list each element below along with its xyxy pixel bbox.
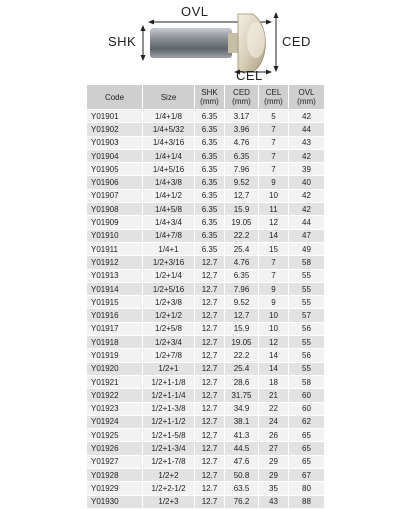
cell-ced: 7.96 [225, 282, 259, 295]
cell-cel: 18 [259, 375, 289, 388]
cell-shk: 6.35 [195, 163, 225, 176]
table-row [87, 216, 325, 229]
cell-code: Y01904 [87, 149, 143, 162]
cell-size: 1/4+1/2 [143, 189, 195, 202]
cell-code: Y01928 [87, 469, 143, 482]
table-row [87, 163, 325, 176]
shk-arrow-top [141, 25, 146, 31]
header-cel-title: CEL [265, 88, 282, 97]
cell-ovl: 39 [289, 163, 325, 176]
cell-shk: 12.7 [195, 429, 225, 442]
table-row [87, 269, 325, 282]
cell-cel: 27 [259, 442, 289, 455]
table-row [87, 176, 325, 189]
table-row [87, 189, 325, 202]
cell-size: 1/2+3 [143, 495, 195, 508]
table-row [87, 123, 325, 136]
ovl-label: OVL [181, 4, 209, 19]
cell-ced: 63.5 [225, 482, 259, 495]
cell-cel: 10 [259, 309, 289, 322]
cell-size: 1/4+7/8 [143, 229, 195, 242]
cell-code: Y01910 [87, 229, 143, 242]
table-row [87, 336, 325, 349]
bit-cutter-highlight [247, 22, 265, 58]
cell-shk: 6.35 [195, 110, 225, 123]
spec-table [86, 84, 325, 509]
cell-ced: 3.96 [225, 123, 259, 136]
cell-size: 1/2+1-3/8 [143, 402, 195, 415]
router-bit-diagram [0, 0, 407, 84]
bit-shank [150, 28, 232, 58]
table-row [87, 149, 325, 162]
cell-shk: 12.7 [195, 495, 225, 508]
header-code [87, 85, 143, 110]
cell-ovl: 60 [289, 389, 325, 402]
cell-cel: 7 [259, 269, 289, 282]
cell-code: Y01922 [87, 389, 143, 402]
cell-size: 1/2+1-1/4 [143, 389, 195, 402]
cell-cel: 9 [259, 176, 289, 189]
cel-label: CEL [236, 68, 263, 83]
cell-ovl: 49 [289, 242, 325, 255]
cell-ced: 6.35 [225, 269, 259, 282]
cell-shk: 12.7 [195, 482, 225, 495]
table-row [87, 296, 325, 309]
cell-size: 1/4+1/4 [143, 149, 195, 162]
cell-shk: 6.35 [195, 189, 225, 202]
spec-table-body [87, 110, 325, 509]
cell-ovl: 44 [289, 216, 325, 229]
cell-code: Y01914 [87, 282, 143, 295]
cell-code: Y01912 [87, 256, 143, 269]
cell-ced: 7.96 [225, 163, 259, 176]
cell-code: Y01920 [87, 362, 143, 375]
table-row [87, 203, 325, 216]
cell-ovl: 56 [289, 322, 325, 335]
cell-ovl: 65 [289, 429, 325, 442]
cell-ced: 22.2 [225, 349, 259, 362]
cell-code: Y01917 [87, 322, 143, 335]
cell-ovl: 65 [289, 455, 325, 468]
cell-size: 1/4+1 [143, 242, 195, 255]
cell-code: Y01916 [87, 309, 143, 322]
cell-cel: 7 [259, 256, 289, 269]
header-ovl-title: OVL [298, 88, 315, 97]
cell-ovl: 62 [289, 415, 325, 428]
cell-cel: 29 [259, 469, 289, 482]
cel-arrow-right [266, 70, 272, 75]
header-row [87, 85, 325, 110]
cell-size: 1/2+1/2 [143, 309, 195, 322]
cell-ced: 41.3 [225, 429, 259, 442]
cell-ced: 47.6 [225, 455, 259, 468]
cell-size: 1/2+1 [143, 362, 195, 375]
cell-cel: 7 [259, 149, 289, 162]
header-cel-unit: (mm) [264, 97, 283, 106]
cell-ced: 44.5 [225, 442, 259, 455]
cell-code: Y01918 [87, 336, 143, 349]
cell-cel: 43 [259, 495, 289, 508]
cell-code: Y01926 [87, 442, 143, 455]
cell-ovl: 42 [289, 189, 325, 202]
cell-code: Y01901 [87, 110, 143, 123]
cell-ovl: 44 [289, 123, 325, 136]
cell-shk: 12.7 [195, 336, 225, 349]
cell-ovl: 55 [289, 282, 325, 295]
cell-ovl: 42 [289, 203, 325, 216]
cell-code: Y01930 [87, 495, 143, 508]
header-size-title: Size [160, 92, 177, 102]
cell-cel: 14 [259, 349, 289, 362]
cell-code: Y01925 [87, 429, 143, 442]
cell-shk: 12.7 [195, 362, 225, 375]
cell-code: Y01907 [87, 189, 143, 202]
cell-cel: 5 [259, 110, 289, 123]
cell-ovl: 55 [289, 296, 325, 309]
cell-shk: 6.35 [195, 123, 225, 136]
cell-ovl: 42 [289, 110, 325, 123]
cell-shk: 12.7 [195, 256, 225, 269]
table-row [87, 309, 325, 322]
cell-ced: 12.7 [225, 309, 259, 322]
table-row [87, 322, 325, 335]
table-row [87, 482, 325, 495]
cell-size: 1/2+1-3/4 [143, 442, 195, 455]
cell-code: Y01902 [87, 123, 143, 136]
cell-code: Y01929 [87, 482, 143, 495]
cell-size: 1/2+1/4 [143, 269, 195, 282]
header-code-title: Code [104, 92, 125, 102]
cell-code: Y01913 [87, 269, 143, 282]
cell-ced: 38.1 [225, 415, 259, 428]
header-ovl [289, 85, 325, 110]
cell-cel: 12 [259, 216, 289, 229]
cell-cel: 14 [259, 229, 289, 242]
cell-ced: 25.4 [225, 362, 259, 375]
ovl-arrow-right [266, 20, 272, 25]
cell-ovl: 67 [289, 469, 325, 482]
cell-size: 1/4+5/8 [143, 203, 195, 216]
table-row [87, 442, 325, 455]
cell-code: Y01906 [87, 176, 143, 189]
cell-ovl: 57 [289, 309, 325, 322]
cell-ovl: 55 [289, 362, 325, 375]
cell-ced: 50.8 [225, 469, 259, 482]
table-row [87, 110, 325, 123]
cell-cel: 7 [259, 136, 289, 149]
cell-shk: 12.7 [195, 296, 225, 309]
cell-cel: 29 [259, 455, 289, 468]
cell-cel: 7 [259, 123, 289, 136]
table-row [87, 229, 325, 242]
cell-ced: 19.05 [225, 336, 259, 349]
ced-label: CED [282, 34, 311, 49]
cell-code: Y01921 [87, 375, 143, 388]
cell-cel: 35 [259, 482, 289, 495]
header-shk-unit: (mm) [200, 97, 219, 106]
cell-size: 1/2+1-7/8 [143, 455, 195, 468]
table-row [87, 402, 325, 415]
cell-cel: 15 [259, 242, 289, 255]
cell-cel: 22 [259, 402, 289, 415]
cell-ovl: 47 [289, 229, 325, 242]
cell-code: Y01919 [87, 349, 143, 362]
cell-code: Y01927 [87, 455, 143, 468]
cell-ced: 4.76 [225, 136, 259, 149]
cell-cel: 10 [259, 189, 289, 202]
header-ovl-unit: (mm) [297, 97, 316, 106]
cell-shk: 12.7 [195, 402, 225, 415]
table-row [87, 455, 325, 468]
table-row [87, 256, 325, 269]
cell-ovl: 55 [289, 269, 325, 282]
cell-size: 1/2+1-5/8 [143, 429, 195, 442]
cell-size: 1/4+3/16 [143, 136, 195, 149]
cell-ovl: 55 [289, 336, 325, 349]
cell-size: 1/2+5/16 [143, 282, 195, 295]
cell-cel: 9 [259, 296, 289, 309]
cell-ovl: 58 [289, 256, 325, 269]
cell-size: 1/2+3/8 [143, 296, 195, 309]
cell-size: 1/2+1-1/2 [143, 415, 195, 428]
cell-ovl: 40 [289, 176, 325, 189]
cell-ovl: 65 [289, 442, 325, 455]
ovl-arrow-left [148, 20, 154, 25]
cell-ovl: 88 [289, 495, 325, 508]
cell-shk: 6.35 [195, 203, 225, 216]
cell-code: Y01905 [87, 163, 143, 176]
cell-size: 1/2+7/8 [143, 349, 195, 362]
table-row [87, 362, 325, 375]
table-row [87, 415, 325, 428]
cell-shk: 6.35 [195, 229, 225, 242]
cell-cel: 12 [259, 336, 289, 349]
table-row [87, 429, 325, 442]
cell-size: 1/4+3/4 [143, 216, 195, 229]
header-cel [259, 85, 289, 110]
cell-ced: 25.4 [225, 242, 259, 255]
cell-code: Y01909 [87, 216, 143, 229]
cell-ovl: 60 [289, 402, 325, 415]
cell-shk: 12.7 [195, 389, 225, 402]
cell-code: Y01915 [87, 296, 143, 309]
cell-cel: 7 [259, 163, 289, 176]
cell-ovl: 80 [289, 482, 325, 495]
ced-arrow-top [274, 12, 279, 18]
cell-ovl: 56 [289, 349, 325, 362]
cell-ced: 9.52 [225, 296, 259, 309]
table-row [87, 242, 325, 255]
cell-cel: 14 [259, 362, 289, 375]
table-row [87, 136, 325, 149]
cell-shk: 12.7 [195, 309, 225, 322]
cell-cel: 10 [259, 322, 289, 335]
table-row [87, 349, 325, 362]
header-ced-unit: (mm) [232, 97, 251, 106]
header-shk-title: SHK [201, 88, 218, 97]
cell-code: Y01903 [87, 136, 143, 149]
cell-shk: 6.35 [195, 242, 225, 255]
shk-arrow-bottom [141, 55, 146, 61]
cell-size: 1/4+5/32 [143, 123, 195, 136]
spec-table-header [87, 85, 325, 110]
header-shk [195, 85, 225, 110]
cell-code: Y01924 [87, 415, 143, 428]
cell-shk: 6.35 [195, 136, 225, 149]
cell-shk: 12.7 [195, 469, 225, 482]
header-ced [225, 85, 259, 110]
cell-code: Y01911 [87, 242, 143, 255]
cell-size: 1/4+5/16 [143, 163, 195, 176]
cell-shk: 12.7 [195, 442, 225, 455]
cell-cel: 11 [259, 203, 289, 216]
cell-shk: 12.7 [195, 455, 225, 468]
header-ced-title: CED [233, 88, 250, 97]
cell-shk: 6.35 [195, 149, 225, 162]
cell-ced: 31.75 [225, 389, 259, 402]
cell-shk: 12.7 [195, 349, 225, 362]
table-row [87, 495, 325, 508]
shk-label: SHK [108, 34, 137, 49]
cell-ced: 15.9 [225, 322, 259, 335]
cell-ced: 3.17 [225, 110, 259, 123]
cell-ced: 19.05 [225, 216, 259, 229]
cell-size: 1/2+5/8 [143, 322, 195, 335]
cell-ced: 34.9 [225, 402, 259, 415]
table-row [87, 469, 325, 482]
ced-arrow-bottom [274, 66, 279, 72]
cell-shk: 12.7 [195, 322, 225, 335]
cell-cel: 26 [259, 429, 289, 442]
cell-cel: 24 [259, 415, 289, 428]
cell-ovl: 43 [289, 136, 325, 149]
cell-shk: 12.7 [195, 282, 225, 295]
cell-shk: 6.35 [195, 176, 225, 189]
table-row [87, 389, 325, 402]
cell-ced: 9.52 [225, 176, 259, 189]
header-size [143, 85, 195, 110]
cell-ced: 4.76 [225, 256, 259, 269]
cell-shk: 6.35 [195, 216, 225, 229]
cell-size: 1/4+3/8 [143, 176, 195, 189]
cell-size: 1/2+3/4 [143, 336, 195, 349]
cell-ced: 6.35 [225, 149, 259, 162]
cell-ced: 76.2 [225, 495, 259, 508]
cell-ovl: 42 [289, 149, 325, 162]
cell-size: 1/2+1-1/8 [143, 375, 195, 388]
cell-ced: 15.9 [225, 203, 259, 216]
cell-ovl: 58 [289, 375, 325, 388]
cell-ced: 22.2 [225, 229, 259, 242]
table-row [87, 282, 325, 295]
cell-size: 1/2+2-1/2 [143, 482, 195, 495]
cell-ced: 28.6 [225, 375, 259, 388]
cell-cel: 9 [259, 282, 289, 295]
cell-shk: 12.7 [195, 415, 225, 428]
cell-code: Y01923 [87, 402, 143, 415]
cell-shk: 12.7 [195, 269, 225, 282]
cell-size: 1/2+3/16 [143, 256, 195, 269]
cell-size: 1/2+2 [143, 469, 195, 482]
cell-code: Y01908 [87, 203, 143, 216]
cell-cel: 21 [259, 389, 289, 402]
cell-shk: 12.7 [195, 375, 225, 388]
cell-size: 1/4+1/8 [143, 110, 195, 123]
cell-ced: 12.7 [225, 189, 259, 202]
table-row [87, 375, 325, 388]
